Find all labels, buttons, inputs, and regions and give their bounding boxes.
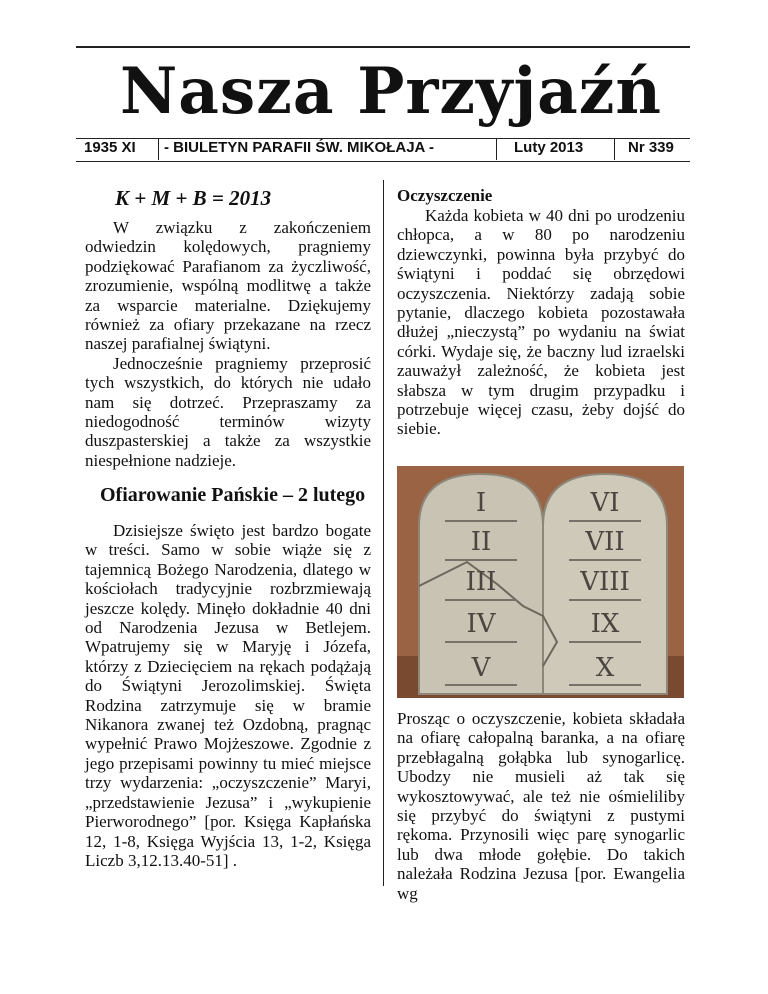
numeral: I	[475, 488, 487, 518]
top-rule	[76, 46, 690, 48]
section-title-kmb: K + M + B = 2013	[115, 186, 272, 210]
bulletin-subtitle: - BIULETYN PARAFII ŚW. MIKOŁAJA -	[164, 139, 434, 156]
founded-label: 1935 XI	[84, 139, 136, 156]
header-bar	[76, 138, 690, 162]
numeral: V	[471, 653, 491, 683]
header-divider	[496, 138, 497, 160]
article-paragraph: Dzisiejsze święto jest bardzo bogate w treści. Samo w sobie wiąże się z tajemnicą Bożego Narodzenia, dlatego w kościołach tradycyjnie rozbrzmiewają jeszcze kolędy. Minęło dokładnie 40 dni od Narodzenia Jezusa w Betlejem. Wpatrujemy się w Maryję i Józefa, którzy z Dziecięciem na rękach podążają do Świątyni Jerozolimskiej. Święta Rodzina zatrzymuje się w bramie Nikanora zwanej też Ozdobną, pragnąc wypełnić Prawo Mojżeszowe. Zgodnie z jego przepisami powinny tu mieć miejsce trzy wydarzenia: „oczyszczenie” Maryi, „przedstawienie Jezusa” i „wykupienie Pierworodnego” [por. Księga Kapłańska 12, 1-8, Księga Wyjścia 13, 1-2, Księga Liczb 3,12.13.40-51] .	[85, 521, 371, 870]
article-oczyszczenie-bottom	[397, 709, 685, 903]
numeral: III	[465, 567, 497, 597]
numeral: X	[595, 653, 615, 683]
issue-number: Nr 339	[628, 139, 674, 156]
numeral: IV	[466, 609, 496, 639]
article-oczyszczenie-top	[397, 206, 685, 439]
header-divider	[158, 138, 159, 160]
section-title-oczyszczenie: Oczyszczenie	[397, 186, 493, 205]
numeral: VI	[590, 488, 620, 518]
numeral: VIII	[580, 567, 630, 597]
section-title-ofiarowanie: Ofiarowanie Pańskie – 2 lutego	[100, 484, 366, 506]
article-paragraph: W związku z zakończeniem odwiedzin kolędowych, pragniemy podziękować Parafianom za życzliwość, zrozumienie, wspólną modlitwę a także za wsparcie materialne. Dziękujemy również za ofiary przekazane na rzecz naszej parafialnej świątyni.	[85, 218, 371, 354]
issue-date: Luty 2013	[514, 139, 584, 156]
article-paragraph: Każda kobieta w 40 dni po urodzeniu chłopca, a w 80 po narodzeniu dziewczynki, powinna była przybyć do świątyni i poddać się obrzędowi oczyszczenia. Niektórzy zadają sobie pytanie, dlaczego kobieta pozostawała dłużej „nieczystą” po wydaniu na świat córki. Wydaje się, że baczny lud izraelski zauważył zależność, że kobieta jest słabsza w tym drugim przypadku i potrzebuje więcej czasu, żeby dojść do siebie.	[397, 206, 685, 439]
numeral: II	[470, 527, 492, 557]
numeral: VII	[585, 527, 625, 557]
numeral: IX	[590, 609, 620, 639]
header-divider	[614, 138, 615, 160]
article-paragraph: Jednocześnie pragniemy przeprosić tych wszystkich, do których nie udało nam się dotrzeć. Przepraszamy za niedogodność terminów wizyty duszpasterskiej a także za wszystkie niespełnione nadzieje.	[85, 353, 371, 470]
column-divider	[383, 180, 384, 886]
masthead-title: Nasza Przyjaźń	[120, 54, 662, 129]
article-kmb	[85, 218, 371, 470]
ten-commandments-tablets-image	[397, 466, 684, 698]
header-bottom-rule	[76, 161, 690, 162]
article-paragraph: Prosząc o oczyszczenie, kobieta składała na ofiarę całopalną baranka, a na ofiarę przebłagalną gołąbka lub synogarlicę. Ubodzy nie musieli aż tak się wykosztowywać, ale też nie ośmieliliby się przybyć do świątyni z pustymi rękoma. Przynosili więc parę synogarlic lub dwa młode gołębie. Do takich należała Rodzina Jezusa [por. Ewangelia wg	[397, 709, 685, 903]
article-ofiarowanie	[85, 521, 371, 870]
tablets-illustration	[397, 466, 684, 698]
